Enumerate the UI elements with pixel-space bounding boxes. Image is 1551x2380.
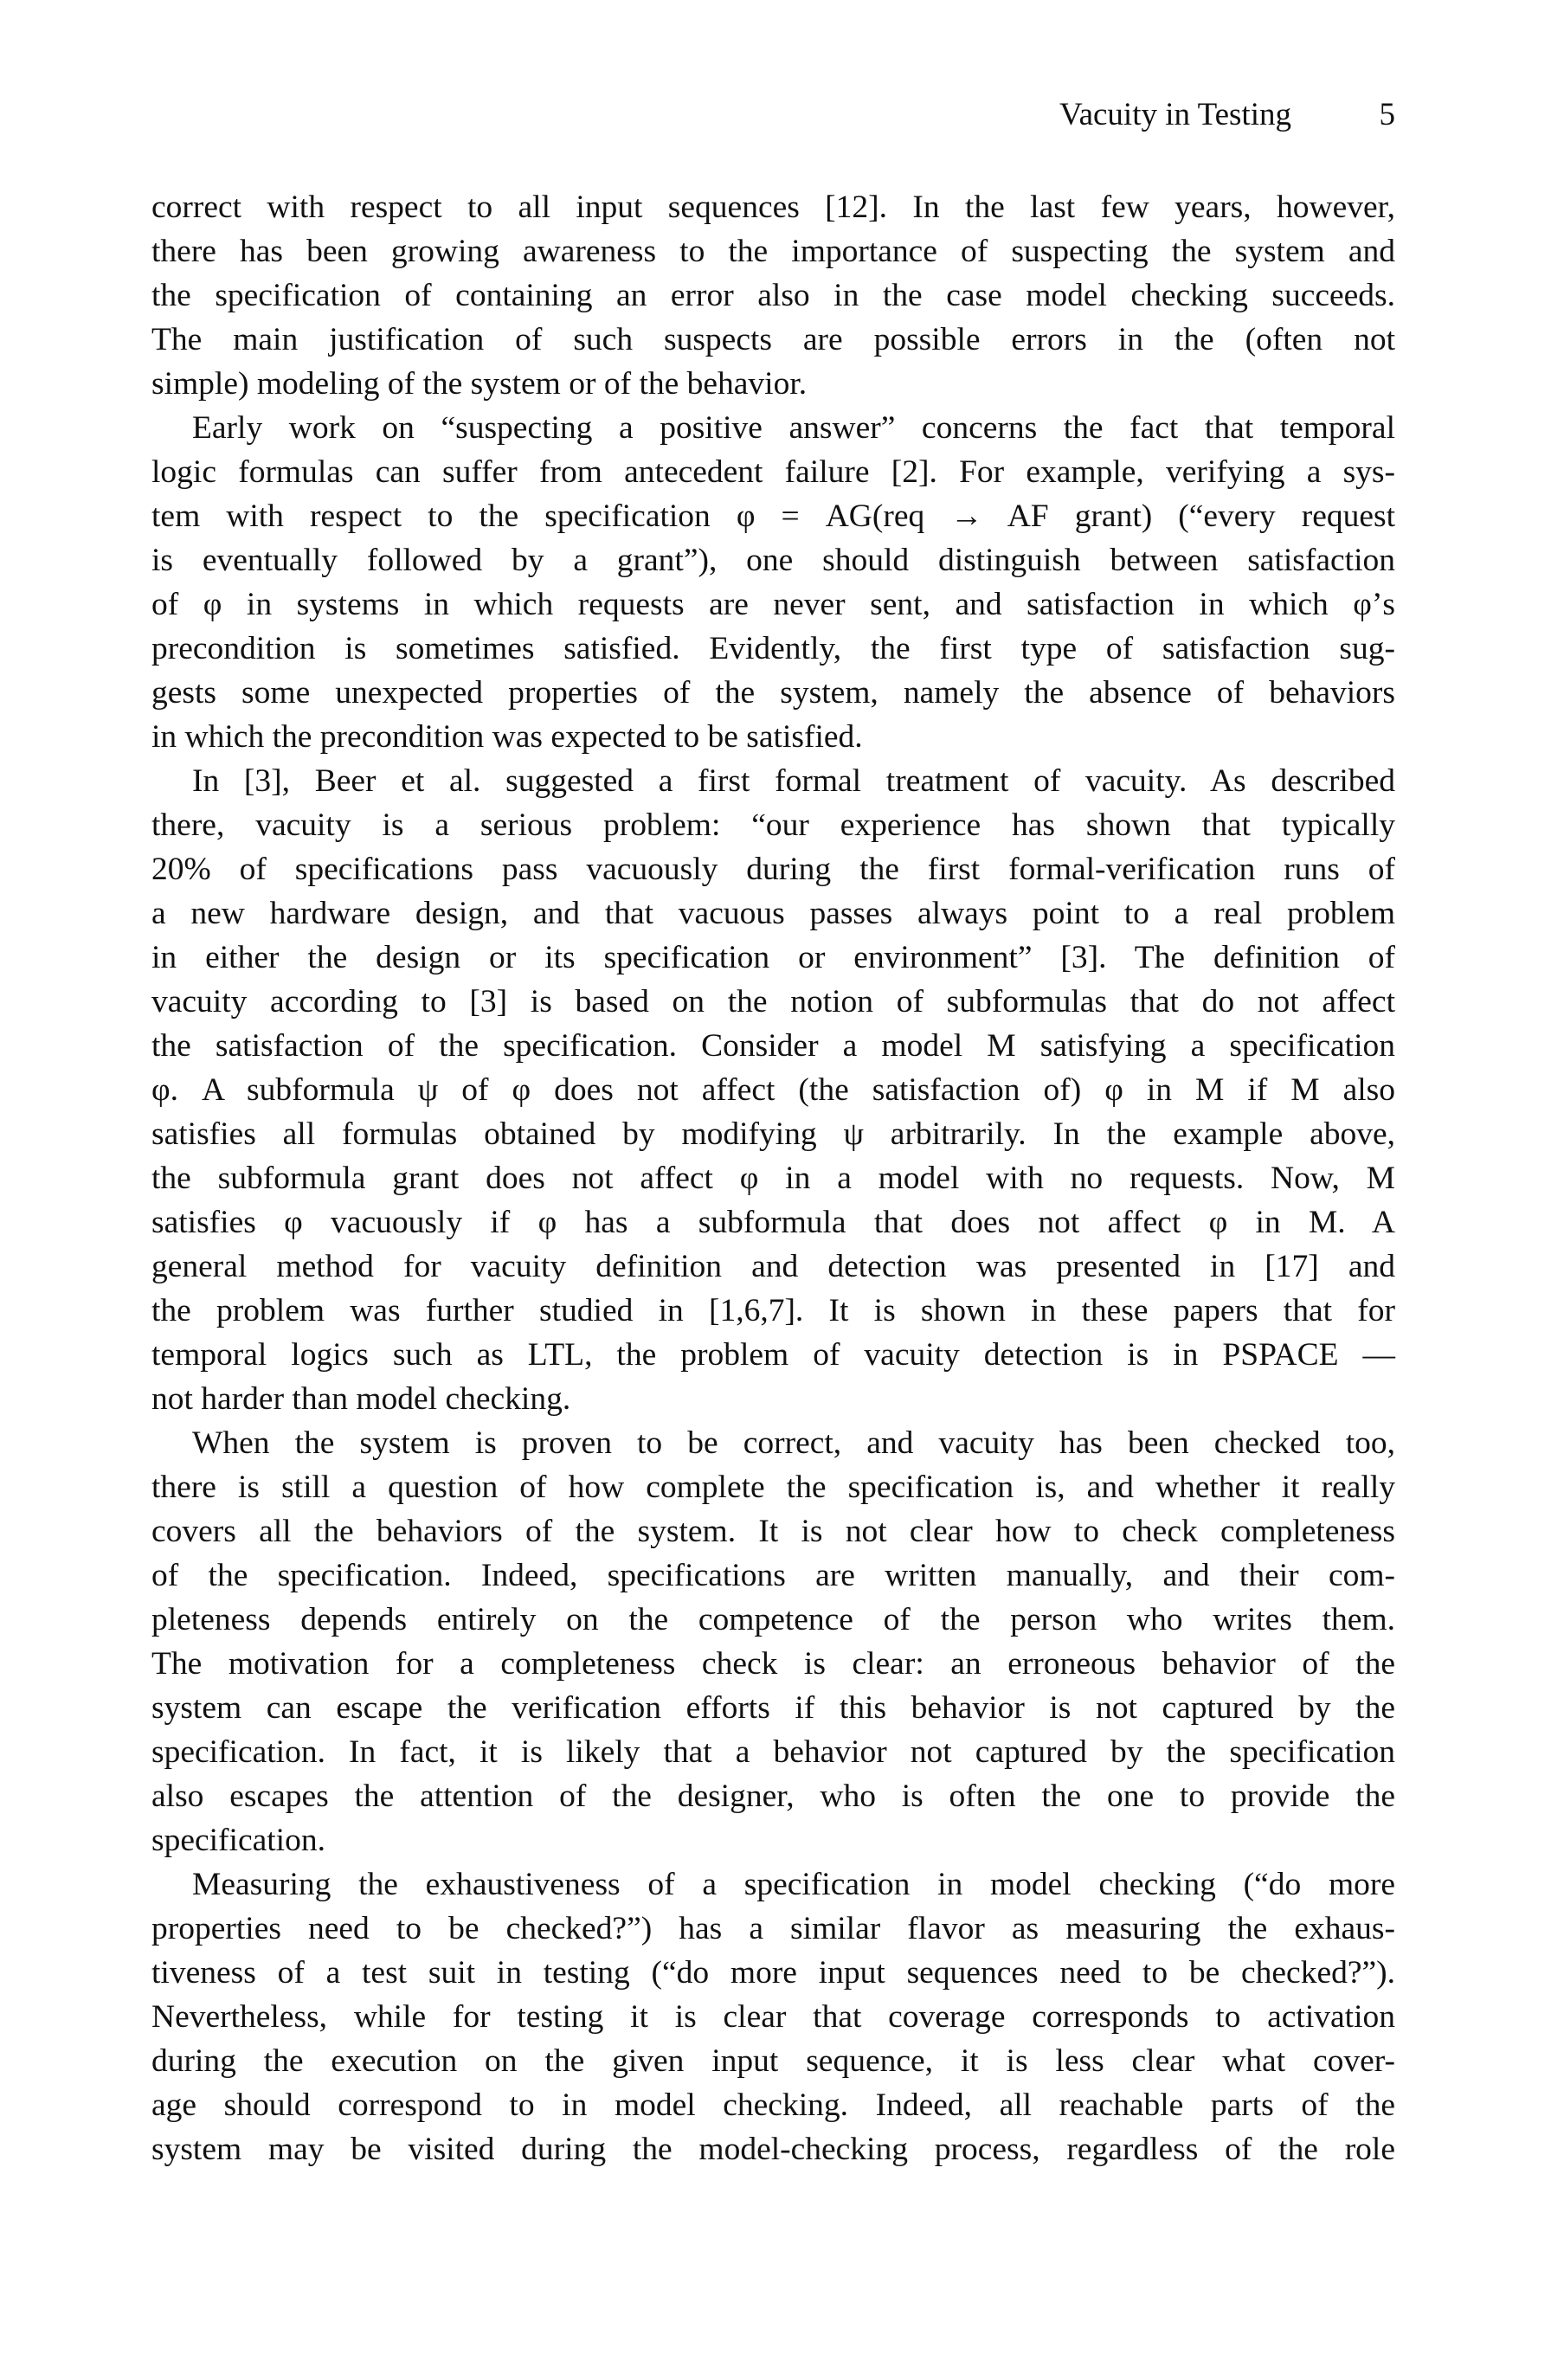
text-line: system may be visited during the model-checking process, regardless of the role [151,2132,1395,2167]
text-line: satisfies all formulas obtained by modifying ψ arbitrarily. In the example above, [151,1116,1395,1152]
text-line: precondition is sometimes satisfied. Evidently, the first type of satisfaction sug- [151,631,1395,666]
text-line: system can escape the verification efforts if this behavior is not captured by the [151,1690,1395,1726]
text-line: satisfies φ vacuously if φ has a subformula that does not affect φ in M. A [151,1205,1395,1240]
paragraph [151,1421,1395,1862]
text-line: the satisfaction of the specification. Consider a model M satisfying a specification [151,1028,1395,1064]
text-line: φ. A subformula ψ of φ does not affect (the satisfaction of) φ in M if M also [151,1072,1395,1108]
text-line: The main justification of such suspects are possible errors in the (often not [151,322,1395,357]
page-number: 5 [1379,97,1395,132]
text-line: in which the precondition was expected to be satisfied. [151,719,863,755]
text-line: a new hardware design, and that vacuous passes always point to a real problem [151,896,1395,931]
text-line: specification. [151,1823,325,1858]
text-line: correct with respect to all input sequences [12]. In the last few years, however, [151,190,1395,225]
text-line: When the system is proven to be correct, and vacuity has been checked too, [192,1425,1395,1461]
text-line: logic formulas can suffer from antecedent failure [2]. For example, verifying a sys- [151,454,1395,490]
text-line: simple) modeling of the system or of the behavior. [151,366,808,402]
text-line: the problem was further studied in [1,6,7]. It is shown in these papers that for [151,1293,1395,1328]
paragraph [151,1862,1395,2171]
text-line: gests some unexpected properties of the system, namely the absence of behaviors [151,675,1395,711]
text-line: the subformula grant does not affect φ in a model with no requests. Now, M [151,1161,1395,1196]
text-line: properties need to be checked?”) has a similar flavor as measuring the exhaus- [151,1911,1395,1946]
text-line: not harder than model checking. [151,1381,571,1417]
text-line: vacuity according to [3] is based on the notion of subformulas that do not affect [151,984,1395,1020]
paragraph [151,759,1395,1421]
text-line: there, vacuity is a serious problem: “our experience has shown that typically [151,807,1395,843]
text-line: In [3], Beer et al. suggested a first formal treatment of vacuity. As described [192,763,1395,799]
text-line: Early work on “suspecting a positive answer” concerns the fact that temporal [192,410,1395,446]
text-line: temporal logics such as LTL, the problem of vacuity detection is in PSPACE — [151,1337,1395,1373]
text-line: is eventually followed by a grant”), one should distinguish between satisfaction [151,543,1395,578]
text-line: also escapes the attention of the designer, who is often the one to provide the [151,1779,1395,1814]
text-line: the specification of containing an error also in the case model checking succeeds. [151,278,1395,313]
text-line: there is still a question of how complete the specification is, and whether it really [151,1470,1395,1505]
text-line: during the execution on the given input sequence, it is less clear what cover- [151,2043,1395,2079]
text-line: of the specification. Indeed, specifications are written manually, and their com- [151,1558,1395,1593]
text-line: tiveness of a test suit in testing (“do more input sequences need to be checked?”). [151,1955,1395,1991]
text-line: covers all the behaviors of the system. It is not clear how to check completeness [151,1514,1395,1549]
running-title: Vacuity in Testing [1059,97,1291,132]
text-line: Measuring the exhaustiveness of a specification in model checking (“do more [192,1867,1395,1902]
paragraph [151,406,1395,759]
text-line: 20% of specifications pass vacuously during the first formal-verification runs of [151,852,1395,887]
text-line: tem with respect to the specification φ = AG(req → AF grant) (“every request [151,499,1395,534]
text-line: age should correspond to in model checking. Indeed, all reachable parts of the [151,2087,1395,2123]
text-line: pleteness depends entirely on the competence of the person who writes them. [151,1602,1395,1637]
text-line: there has been growing awareness to the importance of suspecting the system and [151,234,1395,269]
text-line: Nevertheless, while for testing it is clear that coverage corresponds to activation [151,1999,1395,2035]
running-head [151,93,1395,137]
paragraph [151,185,1395,406]
body-text [151,185,1395,2171]
text-line: general method for vacuity definition and detection was presented in [17] and [151,1249,1395,1284]
text-line: The motivation for a completeness check is clear: an erroneous behavior of the [151,1646,1395,1682]
text-line: in either the design or its specification or environment” [3]. The definition of [151,940,1395,975]
text-line: of φ in systems in which requests are never sent, and satisfaction in which φ’s [151,587,1395,622]
text-line: specification. In fact, it is likely that a behavior not captured by the specification [151,1734,1395,1770]
